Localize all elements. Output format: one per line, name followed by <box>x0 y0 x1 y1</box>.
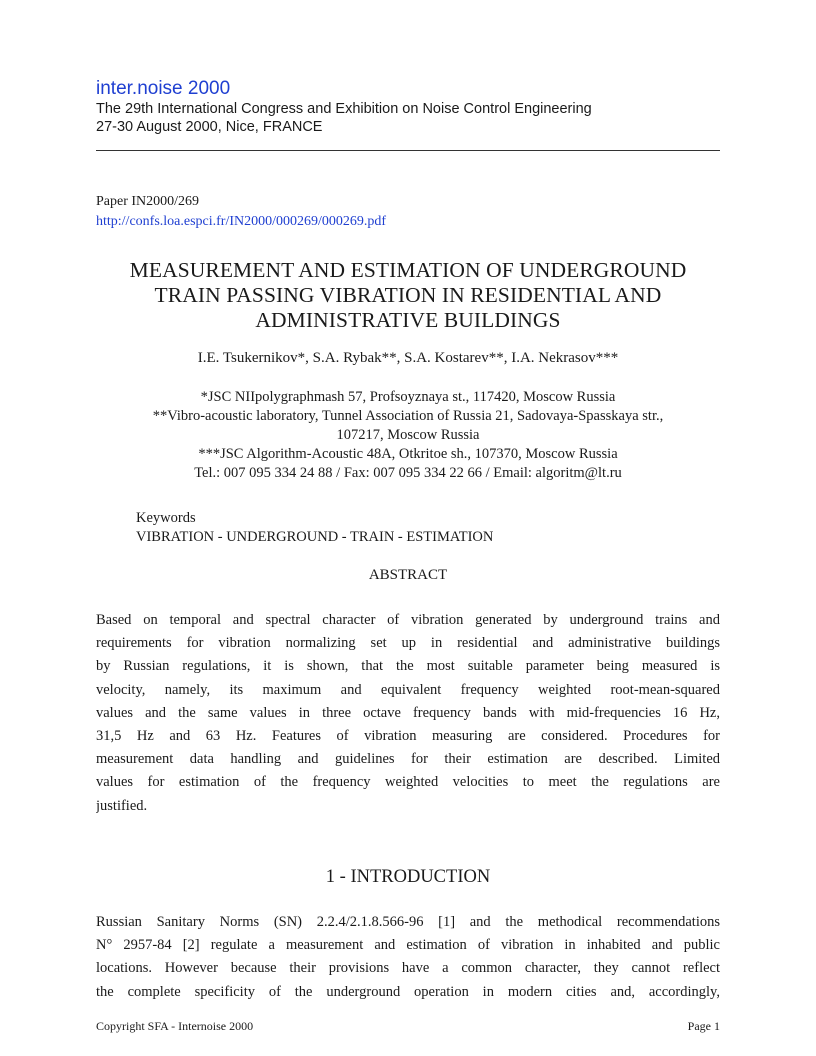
affiliation-line: **Vibro-acoustic laboratory, Tunnel Association of Russia 21, Sadovaya-Spasskaya str., <box>152 408 664 424</box>
abstract-line: values and the same values in three octave frequency bands with mid-frequencies 16 Hz, <box>96 704 720 721</box>
abstract-line: values for estimation of the frequency weighted velocities to meet the regulations are <box>96 774 720 791</box>
conference-date-location: 27-30 August 2000, Nice, FRANCE <box>96 119 323 135</box>
conference-name: inter.noise 2000 <box>96 78 231 99</box>
abstract-line: Based on temporal and spectral character of vibration generated by underground trains and <box>96 612 720 628</box>
abstract-body <box>96 609 720 818</box>
introduction-line: N° 2957-84 [2] regulate a measurement and estimation of vibration in inhabited and public <box>96 937 720 954</box>
affiliation-line: 107217, Moscow Russia <box>336 427 480 443</box>
keywords-label: Keywords <box>136 510 196 526</box>
abstract-line: measurement data handling and guidelines for their estimation are described. Limited <box>96 751 720 768</box>
abstract-line: by Russian regulations, it is shown, that the most suitable parameter being measured is <box>96 658 720 675</box>
title-line: MEASUREMENT AND ESTIMATION OF UNDERGROUND <box>129 258 687 282</box>
introduction-line: Russian Sanitary Norms (SN) 2.2.4/2.1.8.566-96 [1] and the methodical recommendations <box>96 914 720 930</box>
affiliation-line: Tel.: 007 095 334 24 88 / Fax: 007 095 334 22 66 / Email: algoritm@lt.ru <box>194 465 622 481</box>
title-line: ADMINISTRATIVE BUILDINGS <box>255 308 561 332</box>
abstract-line: velocity, namely, its maximum and equivalent frequency weighted root-mean-squared <box>96 681 720 698</box>
keywords-values: VIBRATION - UNDERGROUND - TRAIN - ESTIMATION <box>136 529 494 545</box>
affiliation-line: *JSC NIIpolygraphmash 57, Profsoyznaya st., 117420, Moscow Russia <box>200 389 616 405</box>
paper-url-link[interactable]: http://confs.loa.espci.fr/IN2000/000269/000269.pdf <box>96 214 387 229</box>
affiliation-line: ***JSC Algorithm-Acoustic 48A, Otkritoe sh., 107370, Moscow Russia <box>198 446 618 462</box>
footer-page-number: Page 1 <box>687 1019 720 1033</box>
paper-title <box>96 258 720 333</box>
header-divider <box>96 150 720 151</box>
abstract-line: justified. <box>96 797 148 814</box>
abstract-line: requirements for vibration normalizing set up in residential and administrative buildings <box>96 635 720 652</box>
conference-subtitle: The 29th International Congress and Exhibition on Noise Control Engineering <box>96 101 592 117</box>
title-line: TRAIN PASSING VIBRATION IN RESIDENTIAL AND <box>154 283 662 307</box>
paper-id: Paper IN2000/269 <box>96 194 200 209</box>
affiliations <box>96 388 720 483</box>
abstract-heading: ABSTRACT <box>368 567 448 583</box>
authors: I.E. Tsukernikov*, S.A. Rybak**, S.A. Kostarev**, I.A. Nekrasov*** <box>197 350 619 366</box>
footer-copyright: Copyright SFA - Internoise 2000 <box>96 1019 254 1033</box>
section-heading-introduction: 1 - INTRODUCTION <box>325 867 491 887</box>
introduction-line: the complete specificity of the underground operation in modern cities and, accordingly, <box>96 983 720 1000</box>
introduction-body <box>96 911 720 1004</box>
introduction-line: locations. However because their provisions have a common character, they cannot reflect <box>96 960 720 977</box>
paper-page <box>96 0 720 1056</box>
abstract-line: 31,5 Hz and 63 Hz. Features of vibration measuring are considered. Procedures for <box>96 728 720 745</box>
